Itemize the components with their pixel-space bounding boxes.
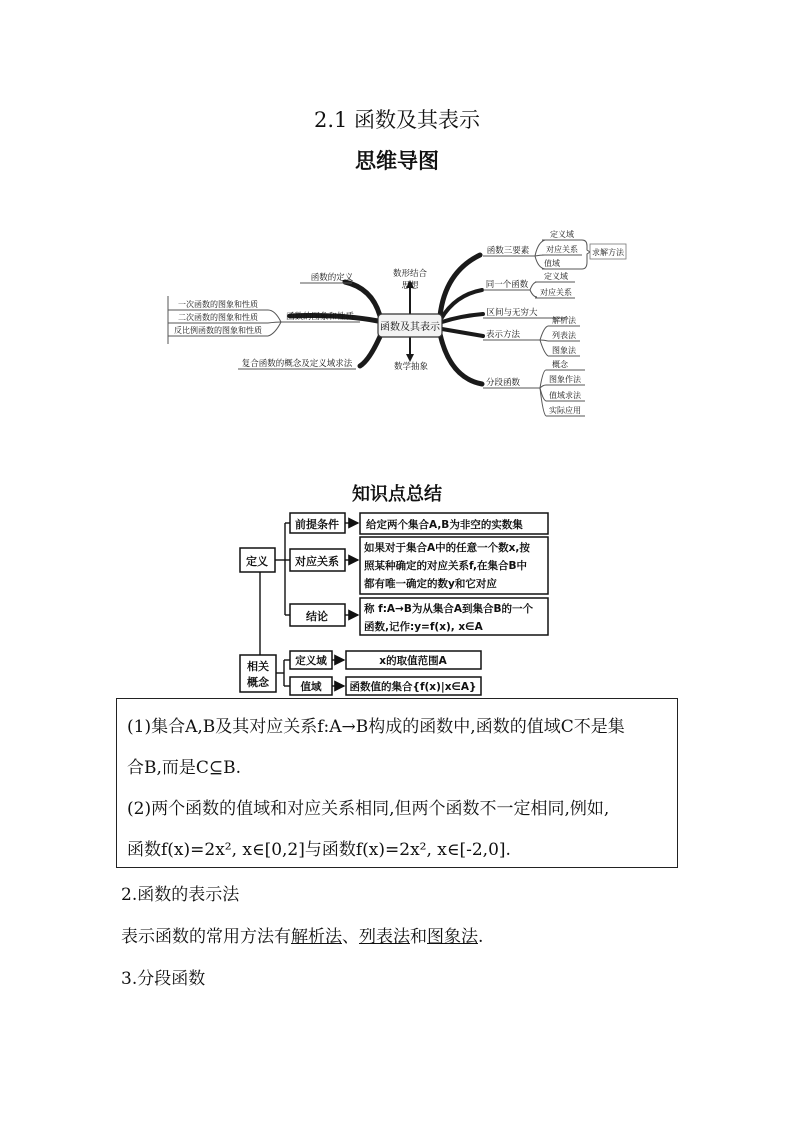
method-table: 列表法	[359, 927, 410, 947]
kd-concl: 结论	[306, 610, 328, 623]
mindmap-heading: 思维导图	[355, 149, 439, 173]
methods-prefix: 表示函数的常用方法有	[121, 927, 291, 947]
mm-graph-item-3: 反比例函数的图象和性质	[174, 326, 262, 335]
mm-solve: 求解方法	[592, 248, 624, 257]
knowledge-diagram	[0, 505, 794, 700]
kd-range: 值域	[300, 681, 322, 693]
kd-related-1: 相关	[247, 660, 269, 673]
kd-def: 定义	[246, 555, 268, 568]
kd-range-text: 函数值的集合{f(x)|x∈A}	[349, 681, 477, 693]
mm-piece-item-2: 图象作法	[549, 375, 581, 384]
knowledge-heading: 知识点总结	[352, 484, 442, 505]
mm-left-composite: 复合函数的概念及定义域求法	[241, 359, 353, 369]
methods-end: .	[478, 927, 484, 947]
mm-piece-item-4: 实际应用	[549, 406, 581, 415]
note-box	[116, 698, 678, 868]
kd-corr-line-1: 如果对于集合A中的任意一个数x,按	[364, 542, 530, 554]
kd-corr-line-2: 照某种确定的对应关系f,在集合B中	[364, 560, 527, 572]
mm-right-same: 同一个函数	[485, 280, 529, 290]
mm-piece-item-3: 值域求法	[549, 391, 581, 400]
kd-concl-line-1: 称 f:A→B为从集合A到集合B的一个	[364, 603, 533, 615]
methods-sep-2: 和	[410, 927, 427, 947]
mm-three-item-2: 对应关系	[546, 245, 578, 254]
mindmap-diagram	[0, 200, 794, 430]
kd-related-2: 概念	[247, 676, 269, 689]
mm-right-piece: 分段函数	[485, 378, 521, 388]
mm-top-1: 数形结合	[392, 269, 428, 279]
kd-corr-line-3: 都有唯一确定的数y和它对应	[364, 578, 497, 590]
mindmap-center: 函数及其表示	[380, 322, 440, 333]
section-heading-3: 3.分段函数	[121, 969, 206, 989]
mm-right-three: 函数三要素	[486, 246, 530, 256]
method-analytic: 解析法	[291, 927, 342, 947]
note-line-1: (1)集合A,B及其对应关系f:A→B构成的函数中,函数的值域C不是集	[127, 717, 625, 737]
mm-same-item-1: 定义域	[544, 272, 568, 281]
kd-premise: 前提条件	[295, 518, 339, 531]
note-line-4: 函数f(x)=2x², x∈[0,2]与函数f(x)=2x², x∈[-2,0].	[127, 840, 511, 860]
methods-paragraph	[121, 922, 483, 947]
mm-top-2: 思想	[401, 281, 419, 291]
mm-piece-item-1: 概念	[552, 360, 568, 369]
kd-domain: 定义域	[295, 655, 327, 667]
mm-three-item-3: 值域	[544, 259, 560, 268]
kd-premise-text: 给定两个集合A,B为非空的实数集	[366, 519, 523, 531]
mm-graph-item-1: 一次函数的图象和性质	[178, 300, 258, 309]
mm-right-interval: 区间与无穷大	[486, 308, 538, 318]
kd-concl-line-2: 函数,记作:y=f(x), x∈A	[364, 621, 483, 633]
kd-domain-text: x的取值范围A	[379, 655, 447, 667]
mm-bottom: 数学抽象	[393, 362, 429, 372]
mm-repr-item-3: 图象法	[552, 346, 576, 355]
mm-repr-item-1: 解析法	[552, 316, 576, 325]
mm-three-item-1: 定义域	[550, 230, 574, 239]
note-line-2: 合B,而是C⊆B.	[127, 758, 242, 778]
mm-left-graph: 函数的图象和性质	[285, 312, 355, 322]
section-heading-2: 2.函数的表示法	[121, 885, 240, 905]
mm-same-item-2: 对应关系	[540, 288, 572, 297]
methods-sep-1: 、	[342, 927, 359, 947]
mm-graph-item-2: 二次函数的图象和性质	[178, 313, 258, 322]
note-line-3: (2)两个函数的值域和对应关系相同,但两个函数不一定相同,例如,	[127, 799, 610, 819]
mm-right-repr: 表示方法	[485, 330, 521, 340]
page-title: 2.1 函数及其表示	[313, 108, 481, 132]
kd-corr: 对应关系	[295, 555, 339, 568]
mm-left-def: 函数的定义	[310, 273, 354, 283]
method-graph: 图象法	[427, 927, 478, 947]
mm-repr-item-2: 列表法	[552, 331, 576, 340]
